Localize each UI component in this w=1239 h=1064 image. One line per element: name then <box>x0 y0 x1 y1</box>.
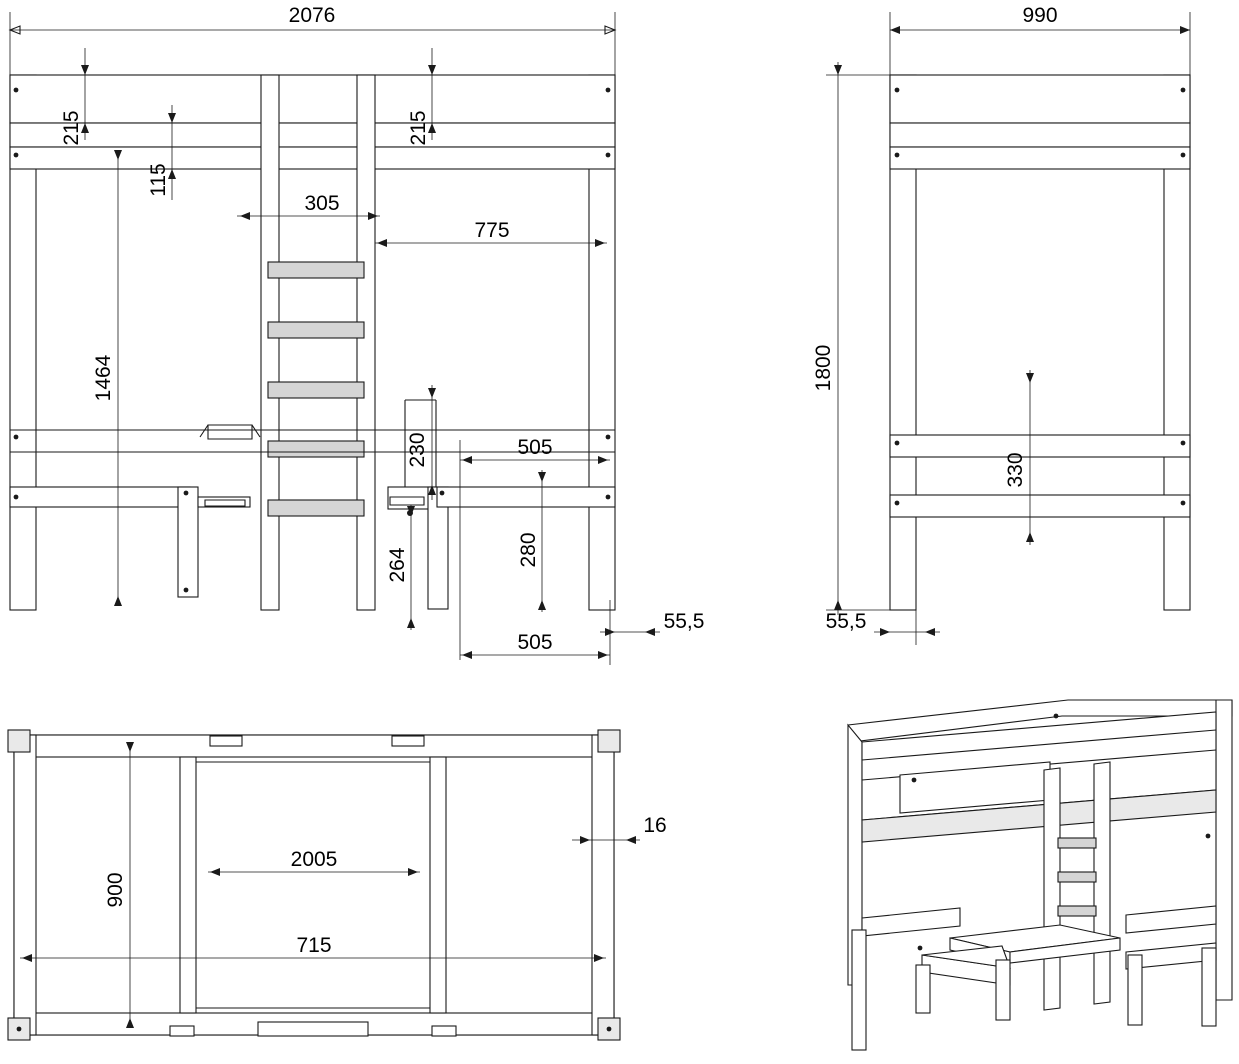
dim-inner-depth: 900 <box>104 872 127 908</box>
dim-shelf-width-lower: 505 <box>517 631 553 654</box>
dim-rail-top-right: 215 <box>407 110 430 146</box>
dim-inner-length: 715 <box>296 934 332 957</box>
dim-inner-opening: 2005 <box>290 848 338 871</box>
dim-desk-height: 264 <box>386 547 409 583</box>
dim-shelf-width-upper: 505 <box>517 436 553 459</box>
dim-ladder-width: 305 <box>304 192 340 215</box>
dim-lower-rail-height: 330 <box>1004 452 1027 488</box>
view-side <box>812 4 1190 645</box>
view-iso <box>848 700 1232 1050</box>
view-front <box>10 4 704 665</box>
dim-panel-thickness: 16 <box>643 814 667 837</box>
dim-post-thickness-side: 55,5 <box>825 610 867 633</box>
dim-shelf-height: 280 <box>517 532 540 568</box>
dim-rail-top-left: 215 <box>60 110 83 146</box>
dim-under-bed-height: 1464 <box>92 354 115 402</box>
dim-rail-gap: 115 <box>147 163 170 197</box>
dim-desk-panel-height: 230 <box>406 432 429 468</box>
dim-overall-width: 2076 <box>288 4 336 27</box>
dim-overall-height: 1800 <box>812 344 835 392</box>
dim-overall-depth: 990 <box>1022 4 1058 27</box>
dim-right-bay-width: 775 <box>474 219 510 242</box>
view-plan <box>8 730 667 1040</box>
dim-post-thickness-front: 55,5 <box>663 610 705 633</box>
